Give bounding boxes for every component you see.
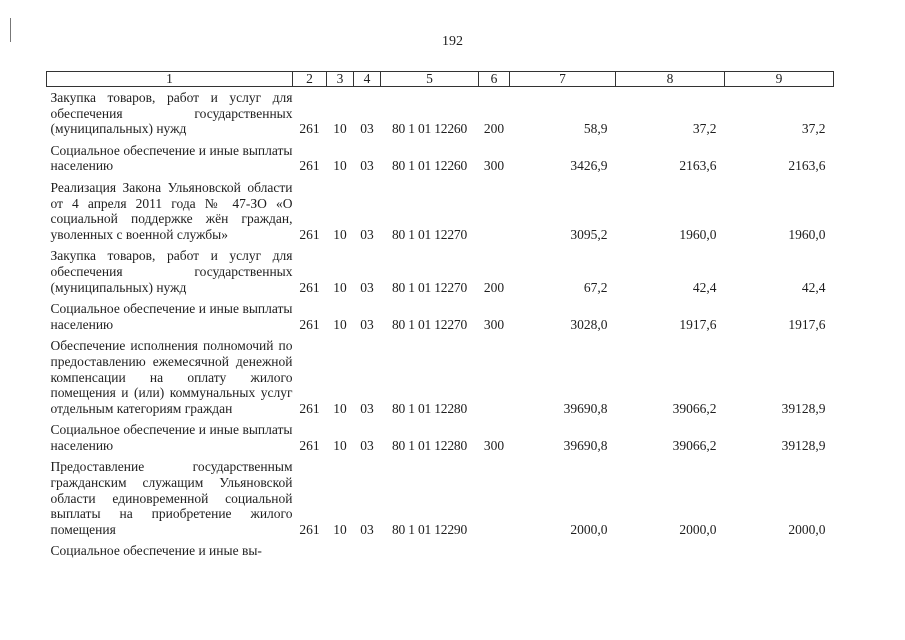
row-cell-c4: 03 (360, 121, 374, 137)
row-description: Социальное обеспечение и иные выплаты населению (50, 422, 293, 453)
table-row (47, 248, 834, 301)
row-cell-c3: 10 (333, 121, 347, 137)
row-cell-c5: 80 1 01 12260 (391, 158, 468, 174)
column-header: 9 (725, 72, 834, 87)
column-header: 6 (479, 72, 510, 87)
row-cell-c2: 261 (299, 400, 320, 416)
row-cell-c8: 37,2 (692, 121, 717, 137)
row-cell-c8: 1917,6 (679, 316, 717, 332)
row-description: Социальное обеспечение и иные выплаты населению (50, 142, 293, 174)
row-cell-c7: 67,2 (583, 279, 608, 295)
row-cell-c9: 1960,0 (788, 226, 826, 242)
column-header: 5 (381, 72, 479, 87)
row-description: Закупка товаров, работ и услуг для обеспечения государственных (муниципальных) нужд (50, 248, 293, 295)
row-cell-c5: 80 1 01 12260 (391, 121, 468, 137)
row-cell-c6 (479, 180, 510, 248)
column-header: 3 (327, 72, 354, 87)
row-cell-c7: 3426,9 (570, 158, 608, 174)
row-cell-c5: 80 1 01 12270 (391, 279, 468, 295)
table-row (47, 459, 834, 543)
row-cell-c9: 37,2 (801, 121, 826, 137)
row-cell-c6 (479, 459, 510, 543)
row-cell-c9: 1917,6 (788, 316, 826, 332)
row-cell-c5: 80 1 01 12280 (391, 400, 468, 416)
row-cell-c8 (616, 543, 725, 565)
row-description: Предоставление государственным гражданским служащим Ульяновской области единовременной социальной выплаты на приобретение жилого помещения (50, 459, 293, 537)
table-row (47, 180, 834, 248)
row-cell-c9 (725, 543, 834, 565)
row-cell-c7: 58,9 (583, 121, 608, 137)
row-cell-c5: 80 1 01 12290 (391, 521, 468, 537)
row-cell-c2: 261 (299, 437, 320, 453)
row-cell-c7: 39690,8 (563, 437, 608, 453)
column-header: 2 (293, 72, 327, 87)
row-cell-c7 (510, 543, 616, 565)
row-description: Социальное обеспечение и иные вы- (50, 543, 262, 559)
row-description: Обеспечение исполнения полномочий по предоставлению ежемесячной денежной компенсации на оплату жилого помещения и (или) коммунальных услуг отдельным категориям граждан (50, 338, 293, 416)
row-cell-c8: 2000,0 (679, 521, 717, 537)
row-cell-c7: 3028,0 (570, 316, 608, 332)
row-cell-c2: 261 (299, 121, 320, 137)
table-body (47, 87, 834, 566)
row-description: Закупка товаров, работ и услуг для обеспечения государственных (муниципальных) нужд (50, 90, 293, 137)
row-cell-c4: 03 (360, 316, 374, 332)
column-header: 7 (510, 72, 616, 87)
table-row (47, 87, 834, 143)
table-row (47, 338, 834, 422)
table-row (47, 301, 834, 338)
row-cell-c6 (479, 543, 510, 565)
row-cell-c7: 39690,8 (563, 400, 608, 416)
row-cell-c4: 03 (360, 279, 374, 295)
table-row (47, 422, 834, 459)
row-cell-c4: 03 (360, 226, 374, 242)
table-row (47, 543, 834, 565)
row-description: Реализация Закона Ульяновской области от 4 апреля 2011 года № 47-ЗО «О социальной поддержке жён граждан, уволенных с военной службы» (50, 179, 293, 242)
row-cell-c4: 03 (360, 437, 374, 453)
row-cell-c2: 261 (299, 158, 320, 174)
row-cell-c9: 42,4 (801, 279, 826, 295)
row-cell-c8: 1960,0 (679, 226, 717, 242)
row-cell-c8: 42,4 (692, 279, 717, 295)
row-cell-c6 (479, 338, 510, 422)
row-cell-c8: 39066,2 (672, 437, 717, 453)
row-cell-c9: 2163,6 (788, 158, 826, 174)
row-cell-c2: 261 (299, 521, 320, 537)
row-cell-c3: 10 (333, 437, 347, 453)
column-number-row (47, 72, 834, 87)
row-cell-c7: 2000,0 (570, 521, 608, 537)
row-cell-c4 (354, 543, 381, 565)
row-cell-c5: 80 1 01 12280 (391, 437, 468, 453)
budget-table (46, 71, 834, 565)
row-cell-c8: 39066,2 (672, 400, 717, 416)
row-cell-c7: 3095,2 (570, 226, 608, 242)
row-cell-c6: 300 (483, 158, 505, 174)
row-cell-c2: 261 (299, 226, 320, 242)
column-header: 1 (47, 72, 293, 87)
row-cell-c2 (293, 543, 327, 565)
row-cell-c6: 300 (483, 316, 505, 332)
row-cell-c3: 10 (333, 158, 347, 174)
row-cell-c9: 39128,9 (781, 437, 826, 453)
row-cell-c2: 261 (299, 316, 320, 332)
row-cell-c5: 80 1 01 12270 (391, 226, 468, 242)
column-header: 4 (354, 72, 381, 87)
row-cell-c3: 10 (333, 521, 347, 537)
row-cell-c9: 2000,0 (788, 521, 826, 537)
row-cell-c5: 80 1 01 12270 (391, 316, 468, 332)
table-row (47, 143, 834, 180)
row-cell-c9: 39128,9 (781, 400, 826, 416)
row-cell-c4: 03 (360, 158, 374, 174)
row-cell-c5 (381, 543, 479, 565)
row-cell-c3: 10 (333, 316, 347, 332)
row-cell-c6: 200 (483, 121, 505, 137)
row-description: Социальное обеспечение и иные выплаты населению (50, 301, 293, 332)
row-cell-c6: 300 (483, 437, 505, 453)
row-cell-c3 (327, 543, 354, 565)
column-header: 8 (616, 72, 725, 87)
row-cell-c2: 261 (299, 279, 320, 295)
row-cell-c3: 10 (333, 226, 347, 242)
row-cell-c3: 10 (333, 400, 347, 416)
row-cell-c6: 200 (483, 279, 505, 295)
page-number: 192 (442, 34, 463, 49)
row-cell-c4: 03 (360, 400, 374, 416)
row-cell-c3: 10 (333, 279, 347, 295)
row-cell-c4: 03 (360, 521, 374, 537)
row-cell-c8: 2163,6 (679, 158, 717, 174)
